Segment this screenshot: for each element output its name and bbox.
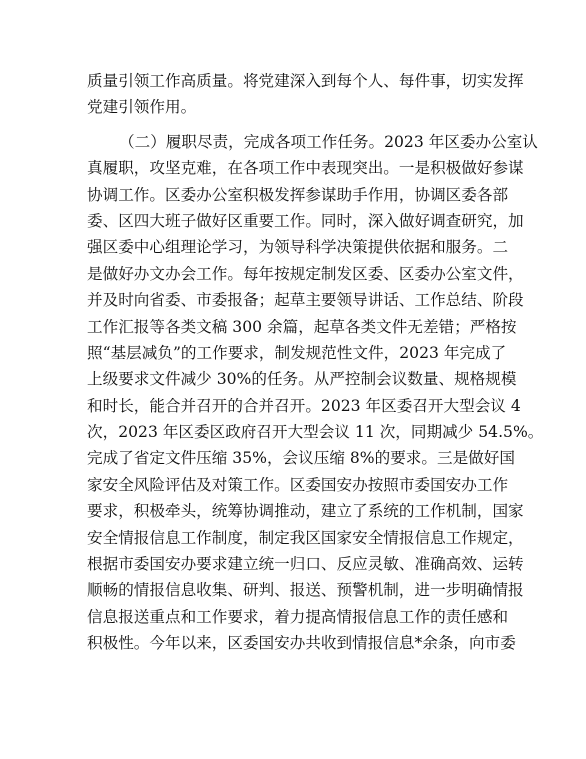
document-body-text	[87, 68, 544, 657]
text-line: 并及时向省委、市委报备；起草主要领导讲话、工作总结、阶段	[87, 291, 524, 310]
text-line: 信息报送重点和工作要求，着力提高情报信息工作的责任感和	[87, 607, 509, 626]
text-line: 真履职，攻坚克难，在各项工作中表现突出。一是积极做好参谋	[87, 159, 524, 178]
text-line: 次，2023 年区委区政府召开大型会议 11 次，同期减少 54.5%。	[87, 423, 544, 442]
text-line: 和时长，能合并召开的合并召开。2023 年区委召开大型会议 4	[87, 396, 521, 415]
text-line: 是做好办文办会工作。每年按规定制发区委、区委办公室文件，	[87, 264, 524, 283]
text-line: 完成了省定文件压缩 35%，会议压缩 8%的要求。三是做好国	[87, 449, 515, 468]
text-line: 强区委中心组理论学习，为领导科学决策提供依据和服务。二	[87, 238, 509, 257]
text-line: 根据市委国安办要求建立统一归口、反应灵敏、准确高效、运转	[87, 555, 524, 574]
text-line: 积极性。今年以来，区委国安办共收到情报信息*余条，向市委	[87, 634, 516, 653]
text-line: 安全情报信息工作制度，制定我区国家安全情报信息工作规定，	[87, 528, 524, 547]
text-line: 照“基层减负”的工作要求，制发规范性文件，2023 年完成了	[87, 343, 507, 362]
text-line: 质量引领工作高质量。将党建深入到每个人、每件事，切实发挥	[87, 72, 524, 90]
text-line: 上级要求文件减少 30%的任务。从严控制会议数量、规格规模	[87, 370, 517, 389]
text-line: 党建引领作用。	[87, 98, 197, 117]
text-line: 要求，积极牵头，统筹协调推动，建立了系统的工作机制，国家	[87, 502, 524, 521]
text-line: 委、区四大班子做好区重要工作。同时，深入做好调查研究，加	[87, 211, 524, 230]
text-line: 顺畅的情报信息收集、研判、报送、预警机制，进一步明确情报	[87, 581, 524, 600]
paragraph-gap	[87, 121, 501, 129]
text-line: 协调工作。区委办公室积极发挥参谋助手作用，协调区委各部	[87, 185, 509, 204]
paragraph-heading-line: （二）履职尽责，完成各项工作任务。2023 年区委办公室认	[119, 132, 538, 151]
text-line: 家安全风险评估及对策工作。区委国安办按照市委国安办工作	[87, 475, 509, 494]
text-line: 工作汇报等各类文稿 300 余篇，起草各类文件无差错；严格按	[87, 317, 517, 336]
